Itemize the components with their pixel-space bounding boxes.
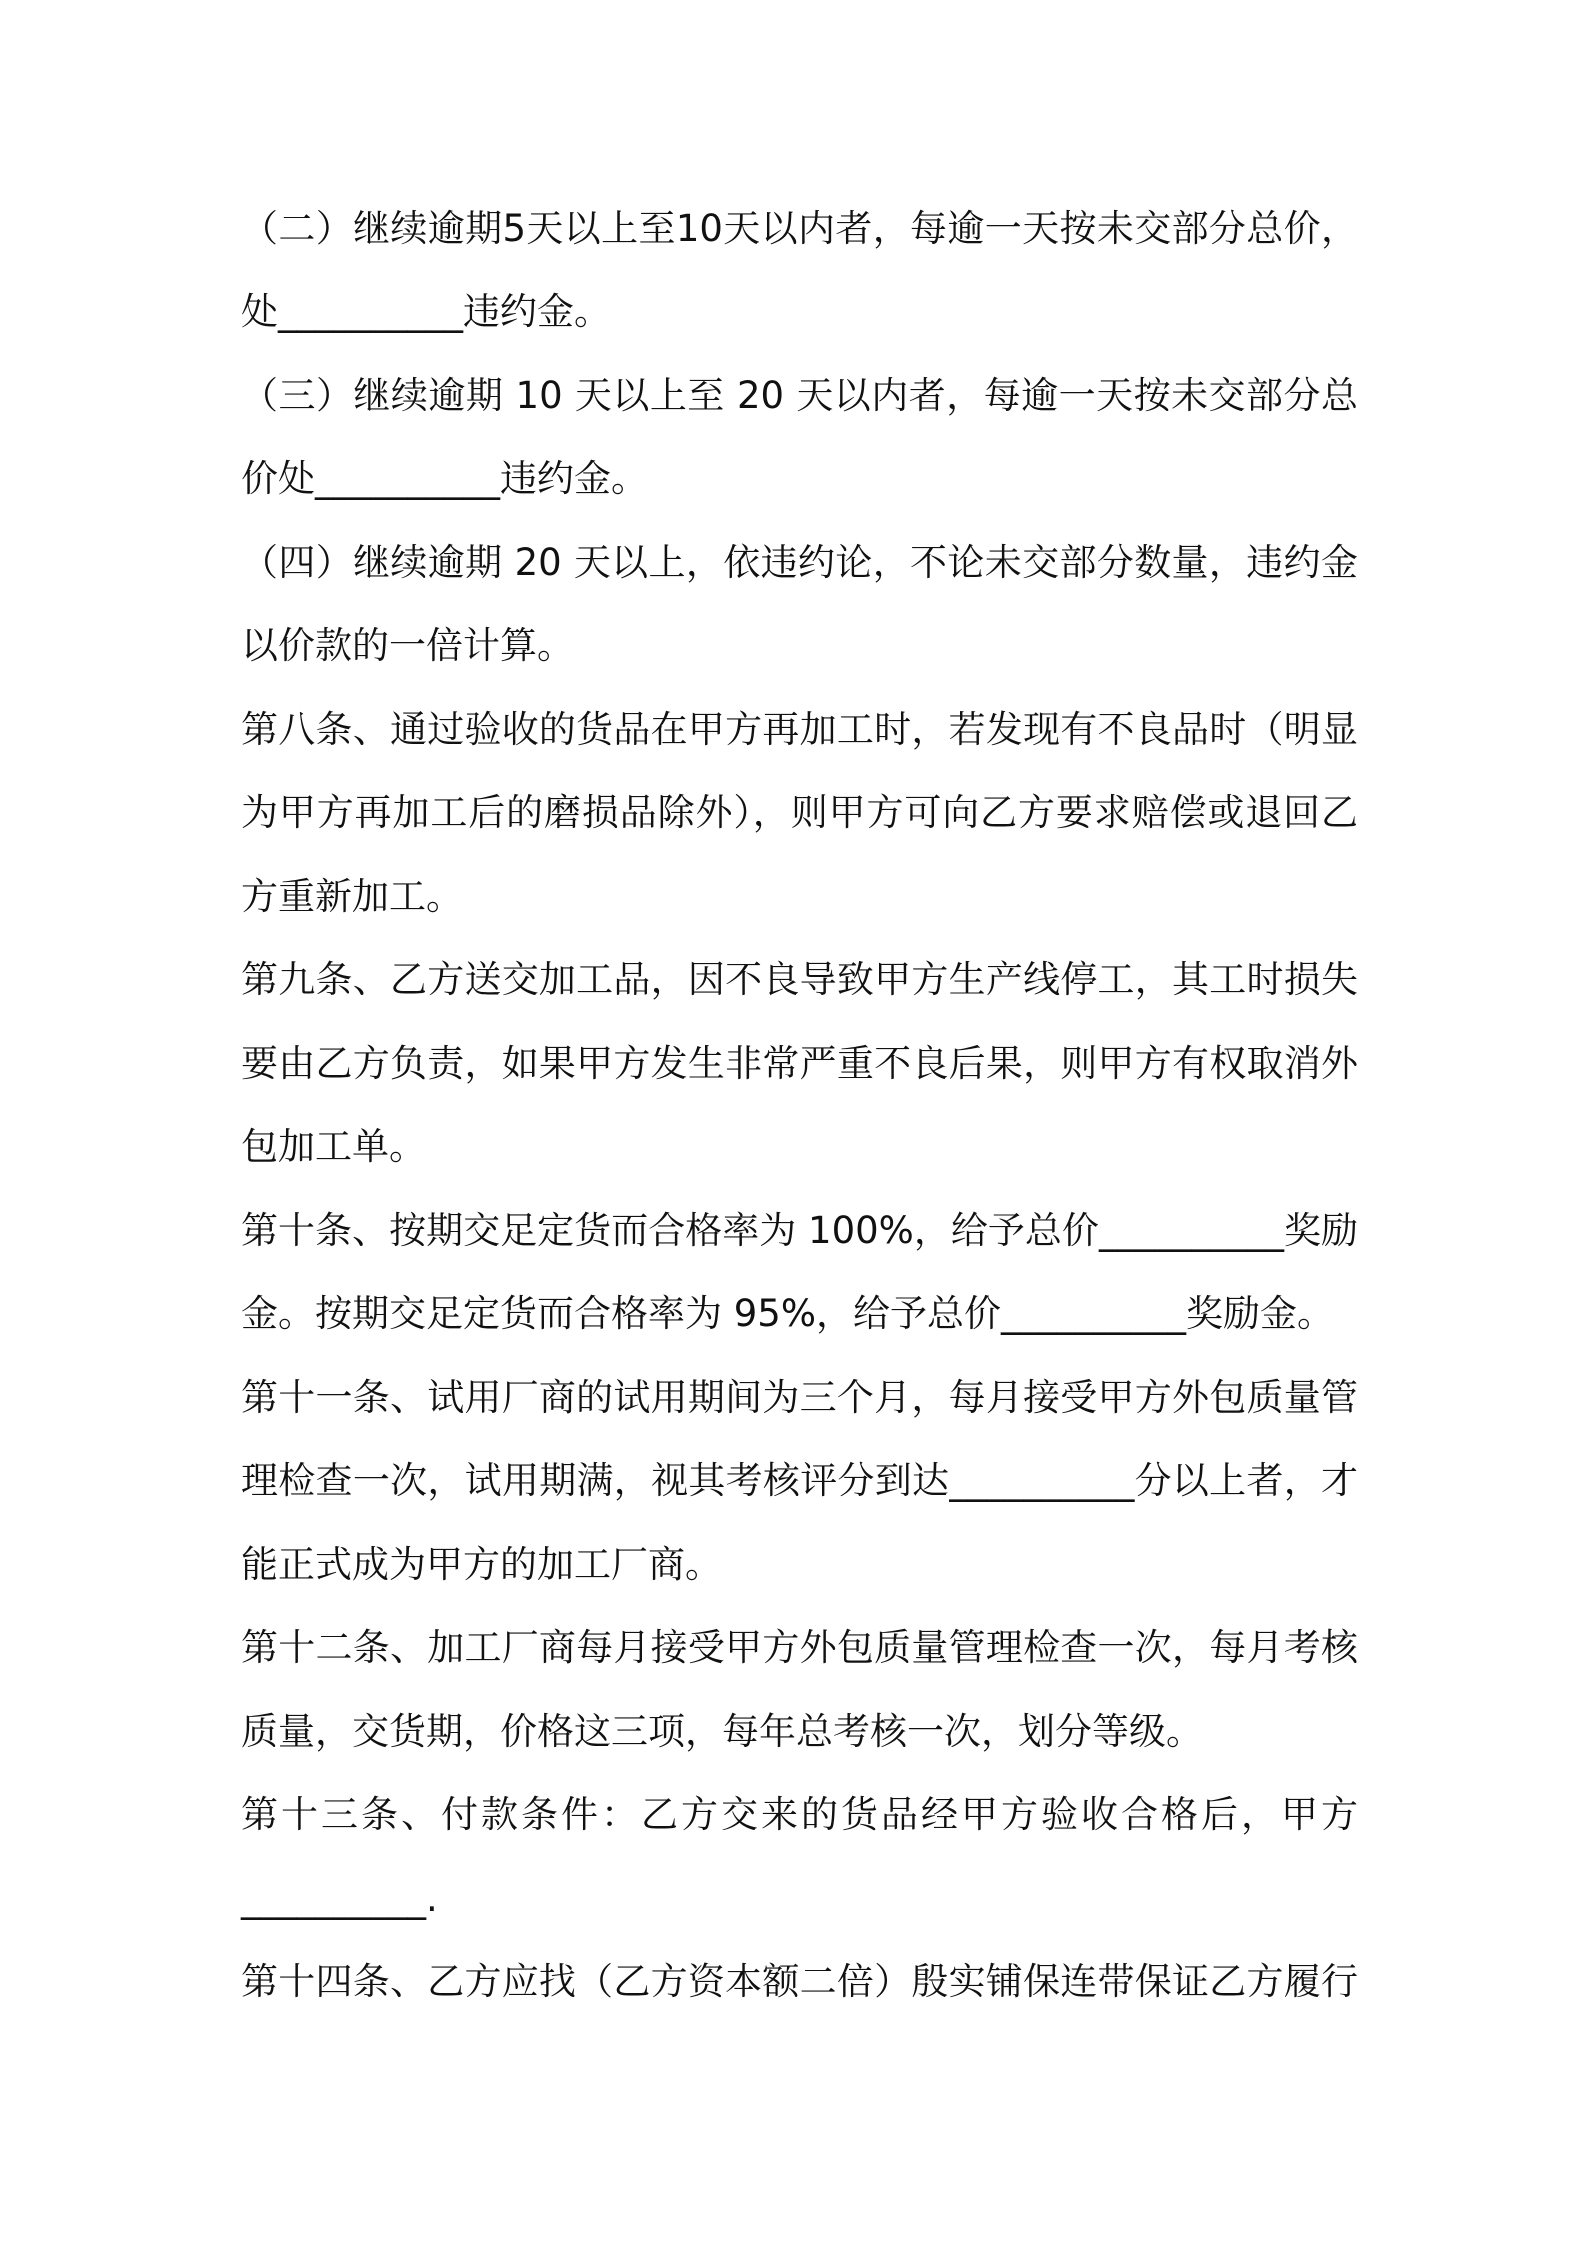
text-line: 金。按期交足定货而合格率为 95%，给予总价__________奖励金。 [241,1292,1334,1335]
text-line: 为甲方再加工后的磨损品除外），则甲方可向乙方要求赔偿或退回乙 [241,791,1358,834]
text-line: 第十三条、付款条件：乙方交来的货品经甲方验收合格后，甲方 [241,1793,1358,1836]
text-line: 理检查一次，试用期满，视其考核评分到达__________分以上者，才 [241,1459,1358,1502]
text-line: 包加工单。 [241,1125,426,1168]
text-line: （四）继续逾期 20 天以上，依违约论，不论未交部分数量，违约金 [241,541,1358,584]
text-line: 要由乙方负责，如果甲方发生非常严重不良后果，则甲方有权取消外 [241,1042,1358,1085]
text-line: 处__________违约金。 [241,290,611,333]
text-line: 第八条、通过验收的货品在甲方再加工时，若发现有不良品时（明显 [241,708,1358,751]
text-line: 方重新加工。 [241,875,463,918]
text-line: 第十条、按期交足定货而合格率为 100%，给予总价__________奖励 [241,1209,1358,1252]
text-line: 第十一条、试用厂商的试用期间为三个月，每月接受甲方外包质量管 [241,1376,1358,1419]
text-line: 第十二条、加工厂商每月接受甲方外包质量管理检查一次，每月考核 [241,1626,1358,1669]
text-line: （二）继续逾期5天以上至10天以内者，每逾一天按未交部分总价， [241,207,1358,250]
text-line: 质量，交货期，价格这三项，每年总考核一次，划分等级。 [241,1710,1203,1753]
text-line: （三）继续逾期 10 天以上至 20 天以内者，每逾一天按未交部分总 [241,374,1358,417]
text-line: 第九条、乙方送交加工品，因不良导致甲方生产线停工，其工时损失 [241,958,1358,1001]
text-line: 以价款的一倍计算。 [241,624,574,667]
text-line: 价处__________违约金。 [241,457,648,500]
text-line: 第十四条、乙方应找（乙方资本额二倍）殷实铺保连带保证乙方履行 [241,1960,1358,2003]
text-line: 能正式成为甲方的加工厂商。 [241,1543,722,1586]
text-line: __________. [241,1877,438,1920]
